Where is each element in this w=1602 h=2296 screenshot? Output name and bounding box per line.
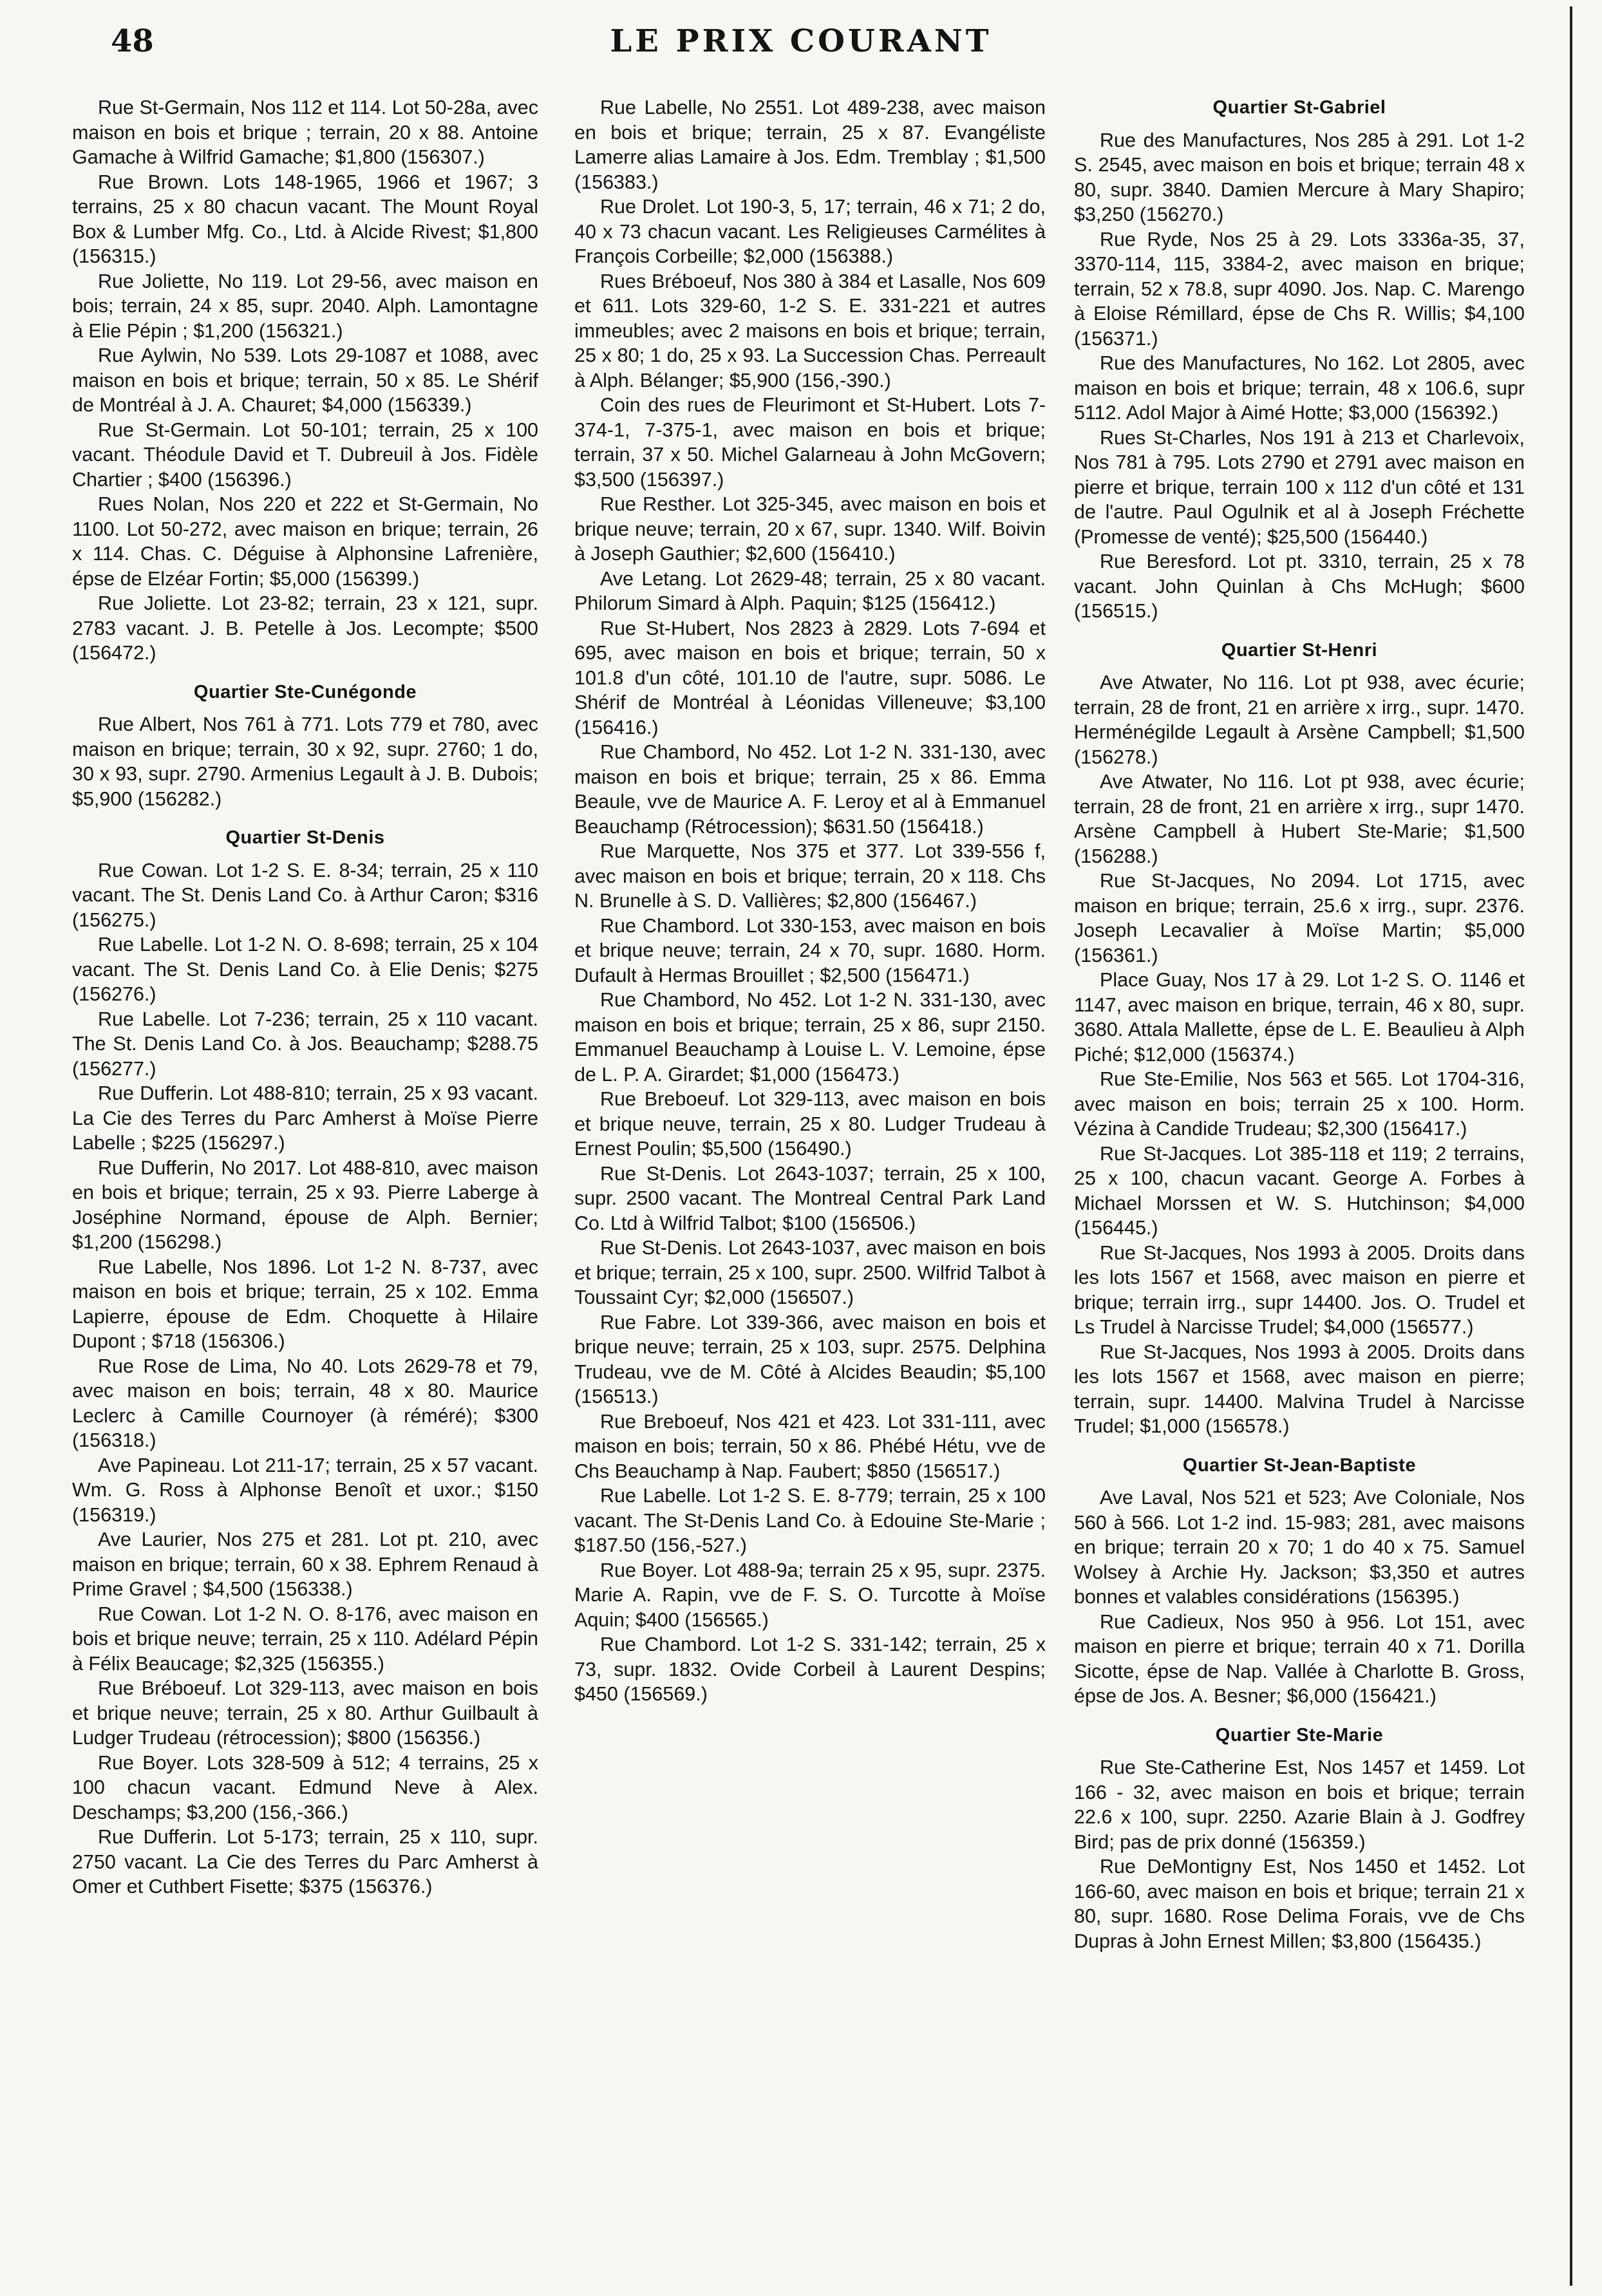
transaction-entry: Rue St-Jacques, No 2094. Lot 1715, avec maison en brique; terrain, 25.6 x irrg., supr. 2376. Joseph Lecavalier à Moïse Martin; $5,000 (156361.) <box>1074 870 1525 966</box>
transaction-entry: Place Guay, Nos 17 à 29. Lot 1-2 S. O. 1146 et 1147, avec maison en brique, terrain, 46 x 80, supr. 3680. Attala Mallette, épse de L. E. Beaulieu à Alph Piché; $12,000 (156374.) <box>1074 969 1525 1066</box>
transaction-entry: Rue Breboeuf, Nos 421 et 423. Lot 331-111, avec maison en bois; terrain, 50 x 86. Phébé Hétu, vve de Chs Beauchamp à Nap. Faubert; $850 (156517.) <box>574 1410 1046 1482</box>
transaction-entry: Rue Breboeuf. Lot 329-113, avec maison en bois et brique neuve, terrain, 25 x 80. Ludger Trudeau à Ernest Poulin; $5,500 (156490.) <box>574 1088 1046 1160</box>
transaction-entry: Rue St-Germain, Nos 112 et 114. Lot 50-28a, avec maison en bois et brique ; terrain, 20 x 88. Antoine Gamache à Wilfrid Gamache; $1,800 (156307.) <box>72 97 538 168</box>
transaction-entry: Rue Joliette, No 119. Lot 29-56, avec maison en bois; terrain, 24 x 85, supr. 2040. Alph. Lamontagne à Elie Pépin ; $1,200 (156321.) <box>72 270 538 342</box>
column-3 <box>1074 95 1525 2278</box>
column-2 <box>574 95 1046 2278</box>
transaction-entry: Rue Labelle. Lot 7-236; terrain, 25 x 110 vacant. The St. Denis Land Co. à Jos. Beauchamp; $288.75 (156277.) <box>72 1008 538 1080</box>
transaction-entry: Ave Papineau. Lot 211-17; terrain, 25 x 57 vacant. Wm. G. Ross à Alphonse Benoît et uxor.; $150 (156319.) <box>72 1454 538 1526</box>
transaction-entry: Ave Laurier, Nos 275 et 281. Lot pt. 210, avec maison en brique; terrain, 60 x 38. Ephrem Renaud à Prime Gravel ; $4,500 (156338.) <box>72 1529 538 1600</box>
transaction-entry: Rue St-Germain. Lot 50-101; terrain, 25 x 100 vacant. Théodule David et T. Dubreuil à Jos. Fidèle Chartier ; $400 (156396.) <box>72 419 538 491</box>
transaction-entry: Rue Labelle. Lot 1-2 S. E. 8-779; terrain, 25 x 100 vacant. The St-Denis Land Co. à Edouine Ste-Marie ; $187.50 (156,-527.) <box>574 1485 1046 1556</box>
transaction-entry: Rue Boyer. Lot 488-9a; terrain 25 x 95, supr. 2375. Marie A. Rapin, vve de F. S. O. Turcotte à Moïse Aquin; $400 (156565.) <box>574 1559 1046 1631</box>
transaction-entry: Rue Cowan. Lot 1-2 S. E. 8-34; terrain, 25 x 110 vacant. The St. Denis Land Co. à Arthur Caron; $316 (156275.) <box>72 859 538 931</box>
transaction-entry: Rue Drolet. Lot 190-3, 5, 17; terrain, 46 x 71; 2 do, 40 x 73 chacun vacant. Les Religieuses Carmélites à François Corbeille; $2,000 (156388.) <box>574 196 1046 267</box>
transaction-entry: Rues St-Charles, Nos 191 à 213 et Charlevoix, Nos 781 à 795. Lots 2790 et 2791 avec maison en pierre et brique, terrain 100 x 112 d'un côté et 131 de l'autre. Paul Ogulnik et al à Joseph Fréchette (Promesse de venté); $25,500 (156440.) <box>1074 426 1525 548</box>
transaction-entry: Rue Chambord. Lot 1-2 S. 331-142; terrain, 25 x 73, supr. 1832. Ovide Corbeil à Laurent Despins; $450 (156569.) <box>574 1633 1046 1705</box>
transaction-entry: Rue Boyer. Lots 328-509 à 512; 4 terrains, 25 x 100 chacun vacant. Edmund Neve à Alex. Deschamps; $3,200 (156,-366.) <box>72 1751 538 1823</box>
transaction-entry: Rue Ste-Emilie, Nos 563 et 565. Lot 1704-316, avec maison en bois; terrain 25 x 100. Horm. Vézina à Candide Trudeau; $2,300 (156417.) <box>1074 1068 1525 1140</box>
transaction-entry: Ave Atwater, No 116. Lot pt 938, avec écurie; terrain, 28 de front, 21 en arrière x irrg., supr. 1470. Herménégilde Legault à Arsène Campbell; $1,500 (156278.) <box>1074 672 1525 768</box>
transaction-entry: Rue St-Hubert, Nos 2823 à 2829. Lots 7-694 et 695, avec maison en bois et brique; terrain, 50 x 101.8 d'un côté, 101.10 de l'autre, supr. 5086. Le Shérif de Montréal à Léonidas Villeneuve; $3,100 (156416.) <box>574 617 1046 739</box>
section-heading: Quartier St-Gabriel <box>1212 97 1386 118</box>
page-number: 48 <box>111 23 154 59</box>
page-header <box>0 23 1602 75</box>
transaction-entry: Rue Brown. Lots 148-1965, 1966 et 1967; 3 terrains, 25 x 80 chacun vacant. The Mount Royal Box & Lumber Mfg. Co., Ltd. à Alcide Rivest; $1,800 (156315.) <box>72 171 538 267</box>
transaction-entry: Rue Fabre. Lot 339-366, avec maison en bois et brique neuve; terrain, 25 x 103, supr. 2575. Delphina Trudeau, vve de M. Côté à Alcides Beaudin; $5,100 (156513.) <box>574 1311 1046 1407</box>
transaction-entry: Rues Bréboeuf, Nos 380 à 384 et Lasalle, Nos 609 et 611. Lots 329-60, 1-2 S. E. 331-221 et autres immeubles; avec 2 maisons en bois et brique; terrain, 25 x 80; 1 do, 25 x 93. La Succession Chas. Perreault à Alph. Bélanger; $5,900 (156,-390.) <box>574 270 1046 391</box>
transaction-entry: Rue St-Jacques, Nos 1993 à 2005. Droits dans les lots 1567 et 1568, avec maison en pierre; terrain, supr. 14400. Malvina Trudel à Narcisse Trudel; $1,000 (156578.) <box>1074 1341 1525 1437</box>
transaction-entry: Ave Atwater, No 116. Lot pt 938, avec écurie; terrain, 28 de front, 21 en arrière x irrg., supr 1470. Arsène Campbell à Hubert Ste-Marie; $1,500 (156288.) <box>1074 771 1525 867</box>
transaction-entry: Rues Nolan, Nos 220 et 222 et St-Germain, No 1100. Lot 50-272, avec maison en brique; terrain, 26 x 114. Chas. C. Déguise à Alphonsine Lafrenière, épse de Elzéar Fortin; $5,000 (156399.) <box>72 493 538 590</box>
transaction-entry: Rue DeMontigny Est, Nos 1450 et 1452. Lot 166-60, avec maison en bois et brique; terrain 21 x 80, supr. 1680. Rose Delima Forais, vve de Chs Dupras à John Ernest Millen; $3,800 (156435.) <box>1074 1856 1525 1952</box>
transaction-entry: Rue Dufferin. Lot 488-810; terrain, 25 x 93 vacant. La Cie des Terres du Parc Amherst à Moïse Pierre Labelle ; $225 (156297.) <box>72 1082 538 1154</box>
section-heading: Quartier Ste-Cunégonde <box>193 681 417 702</box>
transaction-entry: Rue Resther. Lot 325-345, avec maison en bois et brique neuve; terrain, 20 x 67, supr. 1340. Wilf. Boivin à Joseph Gauthier; $2,600 (156410.) <box>574 493 1046 565</box>
transaction-entry: Ave Letang. Lot 2629-48; terrain, 25 x 80 vacant. Philorum Simard à Alph. Paquin; $125 (156412.) <box>574 567 1046 614</box>
transaction-entry: Rue St-Denis. Lot 2643-1037, avec maison en bois et brique; terrain, 25 x 100, supr. 2500. Wilfrid Talbot à Toussaint Cyr; $2,000 (156507.) <box>574 1237 1046 1308</box>
transaction-entry: Rue Bréboeuf. Lot 329-113, avec maison en bois et brique neuve; terrain, 25 x 80. Arthur Guilbault à Ludger Trudeau (rétrocession); $800 (156356.) <box>72 1677 538 1749</box>
transaction-entry: Rue Labelle, Nos 1896. Lot 1-2 N. 8-737, avec maison en bois et brique; terrain, 25 x 102. Emma Lapierre, épouse de Edm. Choquette à Hilaire Dupont ; $718 (156306.) <box>72 1256 538 1352</box>
transaction-entry: Rue Chambord. Lot 330-153, avec maison en bois et brique neuve; terrain, 24 x 70, supr. 1680. Horm. Dufault à Hermas Brouillet ; $2,500 (156471.) <box>574 914 1046 986</box>
page-edge-rule <box>1570 6 1572 2286</box>
transaction-entry: Rue Chambord, No 452. Lot 1-2 N. 331-130, avec maison en bois et brique; terrain, 25 x 86. Emma Beaule, vve de Maurice A. F. Leroy et al à Emmanuel Beauchamp (Rétrocession); $631.50 (156418.) <box>574 741 1046 838</box>
section-heading: Quartier St-Henri <box>1221 639 1378 661</box>
transaction-entry: Rue Beresford. Lot pt. 3310, terrain, 25 x 78 vacant. John Quinlan à Chs McHugh; $600 (156515.) <box>1074 550 1525 622</box>
transaction-entry: Rue Dufferin. Lot 5-173; terrain, 25 x 110, supr. 2750 vacant. La Cie des Terres du Parc Amherst à Omer et Cuthbert Fisette; $375 (156376.) <box>72 1826 538 1897</box>
transaction-entry: Rue Marquette, Nos 375 et 377. Lot 339-556 f, avec maison en bois et brique; terrain, 20 x 118. Chs N. Brunelle à S. D. Vallières; $2,800 (156467.) <box>574 840 1046 912</box>
transaction-entry: Ave Laval, Nos 521 et 523; Ave Coloniale, Nos 560 à 566. Lot 1-2 ind. 15-983; 281, avec maisons en brique; terrain 20 x 70; 1 do 40 x 75. Samuel Wolsey à Archie Hy. Jackson; $3,350 et autres bonnes et valables considérations (156395.) <box>1074 1487 1525 1608</box>
transaction-entry: Rue Dufferin, No 2017. Lot 488-810, avec maison en bois et brique; terrain, 25 x 93. Pierre Laberge à Joséphine Normand, épouse de Alph. Bernier; $1,200 (156298.) <box>72 1156 538 1253</box>
transaction-entry: Rue Labelle. Lot 1-2 N. O. 8-698; terrain, 25 x 104 vacant. The St. Denis Land Co. à Elie Denis; $275 (156276.) <box>72 934 538 1005</box>
transaction-entry: Rue Albert, Nos 761 à 771. Lots 779 et 780, avec maison en brique; terrain, 30 x 92, supr. 2760; 1 do, 30 x 93, supr. 2790. Armenius Legault à J. B. Dubois; $5,900 (156282.) <box>72 713 538 810</box>
transaction-entry: Rue Ryde, Nos 25 à 29. Lots 3336a-35, 37, 3370-114, 115, 3384-2, avec maison en brique; terrain, 52 x 78.8, supr 4090. Jos. Nap. C. Marengo à Eloise Rémillard, épse de Chs R. Willis; $4,100 (156371.) <box>1074 228 1525 350</box>
transaction-entry: Rue Joliette. Lot 23-82; terrain, 23 x 121, supr. 2783 vacant. J. B. Petelle à Jos. Lecompte; $500 (156472.) <box>72 592 538 664</box>
transaction-entry: Rue Cadieux, Nos 950 à 956. Lot 151, avec maison en pierre et brique; terrain 40 x 71. Dorilla Sicotte, épse de Nap. Vallée à Charlotte B. Gross, épse de Jos. A. Besner; $6,000 (156421.) <box>1074 1610 1525 1707</box>
column-1 <box>72 95 538 2278</box>
transaction-entry: Rue Rose de Lima, No 40. Lots 2629-78 et 79, avec maison en bois; terrain, 48 x 80. Maurice Leclerc à Camille Cournoyer (à réméré); $300 (156318.) <box>72 1355 538 1451</box>
section-heading: Quartier St-Jean-Baptiste <box>1182 1454 1417 1476</box>
transaction-entry: Rue Labelle, No 2551. Lot 489-238, avec maison en bois et brique; terrain, 25 x 87. Evangéliste Lamerre alias Lamaire à Jos. Edm. Tremblay ; $1,500 (156383.) <box>574 97 1046 193</box>
transaction-entry: Rue des Manufactures, Nos 285 à 291. Lot 1-2 S. 2545, avec maison en bois et brique; terrain 48 x 80, supr. 3840. Damien Mercure à Mary Shapiro; $3,250 (156270.) <box>1074 129 1525 225</box>
transaction-entry: Rue des Manufactures, No 162. Lot 2805, avec maison en bois et brique; terrain, 48 x 106.6, supr 5112. Adol Major à Aimé Hotte; $3,000 (156392.) <box>1074 352 1525 424</box>
transaction-entry: Rue Cowan. Lot 1-2 N. O. 8-176, avec maison en bois et brique neuve; terrain, 25 x 110. Adélard Pépin à Félix Beaucage; $2,325 (156355.) <box>72 1603 538 1675</box>
transaction-entry: Rue St-Jacques, Nos 1993 à 2005. Droits dans les lots 1567 et 1568, avec maison en pierre et brique; terrain irrg., supr 14400. Jos. O. Trudel et Ls Trudel à Narcisse Trudel; $4,000 (156577.) <box>1074 1241 1525 1338</box>
transaction-entry: Coin des rues de Fleurimont et St-Hubert. Lots 7-374-1, 7-375-1, avec maison en bois et brique; terrain, 37 x 50. Michel Galarneau à John McGovern; $3,500 (156397.) <box>574 394 1046 491</box>
transaction-entry: Rue St-Jacques. Lot 385-118 et 119; 2 terrains, 25 x 100, chacun vacant. George A. Forbes à Michael Morssen et W. S. Hutchinson; $4,000 (156445.) <box>1074 1142 1525 1239</box>
section-heading: Quartier St-Denis <box>225 827 385 848</box>
section-heading: Quartier Ste-Marie <box>1215 1724 1384 1746</box>
transaction-entry: Rue Ste-Catherine Est, Nos 1457 et 1459. Lot 166 - 32, avec maison en bois et brique; terrain 22.6 x 100, supr. 2250. Azarie Blain à J. Godfrey Bird; pas de prix donné (156359.) <box>1074 1756 1525 1853</box>
transaction-entry: Rue Chambord, No 452. Lot 1-2 N. 331-130, avec maison en bois et brique; terrain, 25 x 86, supr 2150. Emmanuel Beauchamp à Louise L. V. Lemoine, épse de L. P. A. Girardet; $1,000 (156473.) <box>574 989 1046 1086</box>
transaction-entry: Rue St-Denis. Lot 2643-1037; terrain, 25 x 100, supr. 2500 vacant. The Montreal Central Park Land Co. Ltd à Wilfrid Talbot; $100 (156506.) <box>574 1162 1046 1234</box>
page-title: LE PRIX COURANT <box>610 23 992 59</box>
transaction-entry: Rue Aylwin, No 539. Lots 29-1087 et 1088, avec maison en bois et brique; terrain, 50 x 85. Le Shérif de Montréal à J. A. Chauret; $4,000 (156339.) <box>72 344 538 416</box>
